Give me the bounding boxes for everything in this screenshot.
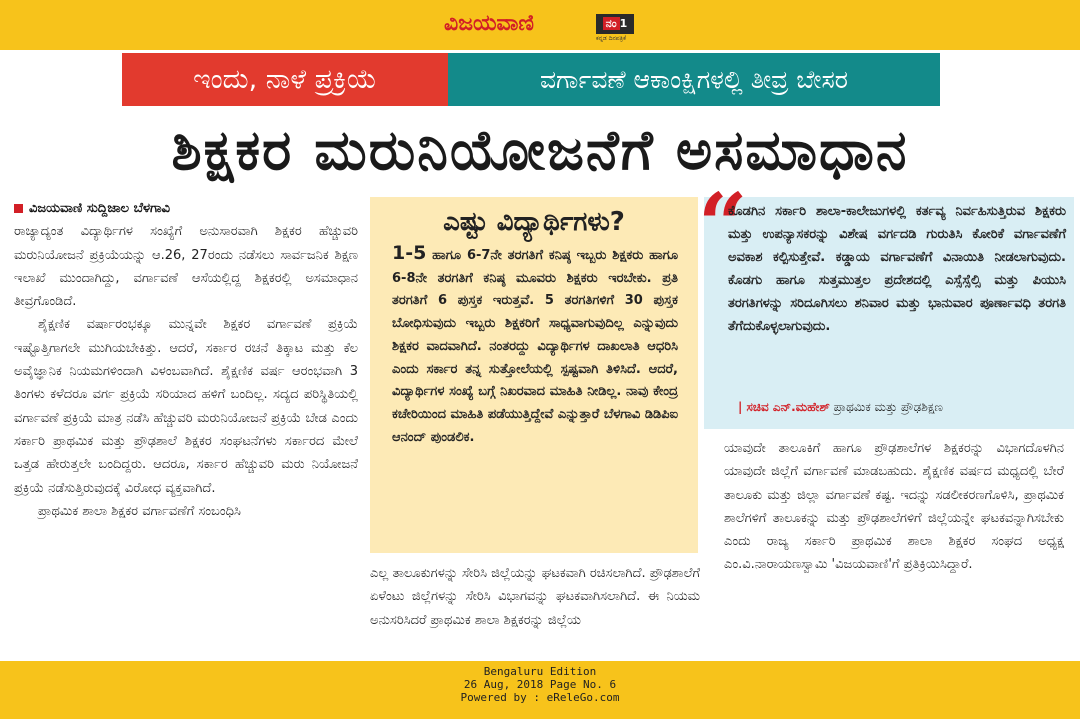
masthead-bar: [0, 0, 1080, 50]
info-box-text: ಹಾಗೂ 6-7ನೇ ತರಗತಿಗೆ ಕನಿಷ್ಠ ಇಬ್ಬರು ಶಿಕ್ಷಕರು ಹಾಗೂ 6-8ನೇ ತರಗತಿಗೆ ಕನಿಷ್ಠ ಮೂವರು ಶಿಕ್ಷಕರು ಇರಬೇಕು. ಪ್ರತಿ ತರಗತಿಗೆ 6 ಪುಸ್ತಕ ಇರುತ್ತವೆ. 5 ತರಗತಿಗಳಿಗೆ 30 ಪುಸ್ತಕ ಬೋಧಿಸುವುದು ಇಬ್ಬರು ಶಿಕ್ಷಕರಿಗೆ ಸಾಧ್ಯವಾಗುವುದಿಲ್ಲ ಎನ್ನುವುದು ಶಿಕ್ಷಕರ ವಾದವಾಗಿದೆ. ನಂತರದ್ದು ವಿದ್ಯಾರ್ಥಿಗಳ ದಾಖಲಾತಿ ಆಧರಿಸಿ ಎಂದು ಸರ್ಕಾರ ತನ್ನ ಸುತ್ತೋಲೆಯಲ್ಲಿ ಸ್ಪಷ್ಟವಾಗಿ ತಿಳಿಸಿದೆ. ಆದರೆ, ವಿದ್ಯಾರ್ಥಿಗಳ ಸಂಖ್ಯೆ ಬಗ್ಗೆ ನಿಖರವಾದ ಮಾಹಿತಿ ನೀಡಿಲ್ಲ. ನಾವು ಕೇಂದ್ರ ಕಚೇರಿಯಿಂದ ಮಾಹಿತಿ ಪಡೆಯುತ್ತಿದ್ದೇವೆ ಎನ್ನುತ್ತಾರೆ ಬೆಳಗಾವಿ ಡಿಡಿಪಿಐ ಆನಂದ್ ಪುಂಡಲಿಕ.: [392, 248, 678, 445]
quote-mark-icon: “: [698, 175, 748, 276]
paragraph: ಪ್ರಾಥಮಿಕ ಶಾಲಾ ಶಿಕ್ಷಕರ ವರ್ಗಾವಣೆಗೆ ಸಂಬಂಧಿಸಿ: [38, 503, 241, 519]
quote-role: ಪ್ರಾಥಮಿಕ ಮತ್ತು ಪ್ರೌಢಶಿಕ್ಷಣ: [829, 400, 943, 414]
masthead-badge: [596, 14, 634, 34]
badge-prefix: ನಂ: [603, 17, 620, 30]
info-box-lead: 1-5: [392, 242, 427, 264]
kicker-left: ಇಂದು, ನಾಳೆ ಪ್ರಕ್ರಿಯೆ: [122, 53, 448, 106]
badge-number: 1: [619, 17, 628, 30]
dateline-text: ವಿಜಯವಾಣಿ ಸುದ್ದಿಜಾಲ ಬೆಳಗಾವಿ: [29, 201, 171, 216]
quote-speaker: | ಸಚಿವ ಎನ್.ಮಹೇಶ್: [738, 400, 830, 414]
article-column-2: [370, 562, 700, 658]
quote-text: ಕೊಡಗಿನ ಸರ್ಕಾರಿ ಶಾಲಾ-ಕಾಲೇಜುಗಳಲ್ಲಿ ಕರ್ತವ್ಯ ನಿರ್ವಹಿಸುತ್ತಿರುವ ಶಿಕ್ಷಕರು ಮತ್ತು ಉಪನ್ಯಾಸಕರನ್ನು ವಿಶೇಷ ವರ್ಗದಡಿ ಗುರುತಿಸಿ ಕೋರಿಕೆ ವರ್ಗಾವಣೆಗೆ ಅವಕಾಶ ಕಲ್ಪಿಸುತ್ತೇವೆ. ಕಡ್ಡಾಯ ವರ್ಗಾವಣೆಗೆ ವಿನಾಯಿತಿ ನೀಡಲಾಗುವುದು. ಕೊಡಗು ಹಾಗೂ ಸುತ್ತಮುತ್ತಲ ಪ್ರದೇಶದಲ್ಲಿ ಎಸ್ಸೆಸ್ಸೆಲ್ಸಿ ಮತ್ತು ಪಿಯುಸಿ ತರಗತಿಗಳನ್ನು ಸರಿದೂಗಿಸಲು ಶನಿವಾರ ಮತ್ತು ಭಾನುವಾರ ಪೂರ್ಣಾವಧಿ ತರಗತಿ ತೆಗೆದುಕೊಳ್ಳಲಾಗುವುದು.: [728, 204, 1066, 334]
kicker-right: ವರ್ಗಾವಣೆ ಆಕಾಂಕ್ಷಿಗಳಲ್ಲಿ ತೀವ್ರ ಬೇಸರ: [448, 53, 940, 106]
footer-date-page: 26 Aug, 2018 Page No. 6: [463, 678, 617, 691]
info-box-title: ಎಷ್ಟು ವಿದ್ಯಾರ್ಥಿಗಳು?: [443, 207, 625, 237]
masthead-title: ವಿಜಯವಾಣಿ: [444, 10, 535, 36]
headline: ಶಿಕ್ಷಕರ ಮರುನಿಯೋಜನೆಗೆ ಅಸಮಾಧಾನ: [171, 118, 909, 182]
footer-powered: Powered by : eReleGo.com: [460, 691, 620, 704]
paragraph: ಯಾವುದೇ ತಾಲೂಕಿಗೆ ಹಾಗೂ ಪ್ರೌಢಶಾಲೆಗಳ ಶಿಕ್ಷಕರನ್ನು ವಿಭಾಗದೊಳಗಿನ ಯಾವುದೇ ಜಿಲ್ಲೆಗೆ ವರ್ಗಾವಣೆ ಮಾಡಬಹುದು. ಶೈಕ್ಷಣಿಕ ವರ್ಷದ ಮಧ್ಯದಲ್ಲಿ ಬೇರೆ ತಾಲೂಕು ಮತ್ತು ಜಿಲ್ಲಾ ವರ್ಗಾವಣೆ ಕಷ್ಟ. ಇದನ್ನು ಸಡಲೀಕರಣಗೊಳಿಸಿ, ಪ್ರಾಥಮಿಕ ಶಾಲೆಗಳಿಗೆ ತಾಲೂಕನ್ನು ಮತ್ತು ಪ್ರೌಢಶಾಲೆಗಳಿಗೆ ಜಿಲ್ಲೆಯನ್ನೇ ಘಟಕವನ್ನಾಗಿಸಬೇಕು ಎಂದು ರಾಜ್ಯ ಸರ್ಕಾರಿ ಪ್ರಾಥಮಿಕ ಶಾಲಾ ಶಿಕ್ಷಕರ ಸಂಘದ ಅಧ್ಯಕ್ಷ ಎಂ.ವಿ.ನಾರಾಯಣಸ್ವಾಮಿ 'ವಿಜಯವಾಣಿ'ಗೆ ಪ್ರತಿಕ್ರಿಯಿಸಿದ್ದಾರೆ.: [724, 441, 1064, 573]
quote-box: [698, 175, 1074, 429]
info-box-body: [370, 242, 698, 449]
info-box: [370, 197, 698, 553]
paragraph: ರಾಜ್ಯಾದ್ಯಂತ ವಿದ್ಯಾರ್ಥಿಗಳ ಸಂಖ್ಯೆಗೆ ಅನುಸಾರವಾಗಿ ಶಿಕ್ಷಕರ ಹೆಚ್ಚುವರಿ ಮರುನಿಯೋಜನೆ ಪ್ರಕ್ರಿಯೆಯನ್ನು ಆ.26, 27ರಂದು ನಡೆಸಲು ಸಾರ್ವಜನಿಕ ಶಿಕ್ಷಣ ಇಲಾಖೆ ಮುಂದಾಗಿದ್ದು, ವರ್ಗಾವಣೆ ಆಸೆಯಲ್ಲಿದ್ದ ಶಿಕ್ಷಕರಲ್ಲಿ ಅಸಮಾಧಾನ ತೀವ್ರಗೊಂಡಿದೆ.: [14, 224, 358, 310]
footer: [0, 661, 1080, 719]
dateline: [14, 197, 358, 220]
article-column-3: [724, 437, 1064, 659]
masthead-tagline: ಕನ್ನಡ ದಿನಪತ್ರಿಕೆ: [596, 35, 627, 42]
paragraph: ಎಲ್ಲ ತಾಲೂಕುಗಳನ್ನು ಸೇರಿಸಿ ಜಿಲ್ಲೆಯನ್ನು ಘಟಕವಾಗಿ ರಚಿಸಲಾಗಿದೆ. ಪ್ರೌಢಶಾಲೆಗೆ ಏಳೆಂಟು ಜಿಲ್ಲೆಗಳನ್ನು ಸೇರಿಸಿ ವಿಭಾಗವನ್ನು ಘಟಕವಾಗಿಸಲಾಗಿದೆ. ಈ ನಿಯಮ ಅನುಸರಿಸಿದರೆ ಪ್ರಾಥಮಿಕ ಶಾಲಾ ಶಿಕ್ಷಕರನ್ನು ಜಿಲ್ಲೆಯ: [370, 566, 700, 628]
dateline-marker: [14, 204, 23, 213]
quote-attribution: [738, 400, 1074, 415]
paragraph: ಶೈಕ್ಷಣಿಕ ವರ್ಷಾರಂಭಕ್ಕೂ ಮುನ್ನವೇ ಶಿಕ್ಷಕರ ವರ್ಗಾವಣೆ ಪ್ರಕ್ರಿಯೆ ಇಷ್ಟೊತ್ತಿಗಾಗಲೇ ಮುಗಿಯಬೇಕಿತ್ತು. ಆದರೆ, ಸರ್ಕಾರ ರಚನೆ ತಿಕ್ಕಾಟ ಮತ್ತು ಕೆಲ ಅವೈಜ್ಞಾನಿಕ ನಿಯಮಗಳಿಂದಾಗಿ ವಿಳಂಬವಾಗಿದೆ. ಶೈಕ್ಷಣಿಕ ವರ್ಷ ಆರಂಭವಾಗಿ 3 ತಿಂಗಳು ಕಳೆದರೂ ವರ್ಗ ಪ್ರಕ್ರಿಯೆ ಸರಿಯಾದ ಹಳಿಗೆ ಬಂದಿಲ್ಲ. ಸದ್ಯದ ಪರಿಸ್ಥಿತಿಯಲ್ಲಿ ವರ್ಗಾವಣೆ ಪ್ರಕ್ರಿಯೆ ಮಾತ್ರ ನಡೆಸಿ ಹೆಚ್ಚುವರಿ ಮರುನಿಯೋಜನೆ ಪ್ರಕ್ರಿಯೆ ಬೇಡ ಎಂದು ಸರ್ಕಾರಿ ಪ್ರಾಥಮಿಕ ಮತ್ತು ಪ್ರೌಢಶಾಲೆ ಶಿಕ್ಷಕರ ಸಂಘಟನೆಗಳು ಸರ್ಕಾರದ ಮೇಲೆ ಒತ್ತಡ ಹೇರುತ್ತಲೇ ಬಂದಿದ್ದರು. ಆದರೂ, ಸರ್ಕಾರ ಹೆಚ್ಚುವರಿ ಮರು ನಿಯೋಜನೆ ಪ್ರಕ್ರಿಯೆ ನಡೆಸುತ್ತಿರುವುದಕ್ಕೆ ವಿರೋಧ ವ್ಯಕ್ತವಾಗಿದೆ.: [14, 317, 358, 496]
article-column-1: [14, 197, 358, 659]
footer-edition: Bengaluru Edition: [483, 665, 597, 678]
